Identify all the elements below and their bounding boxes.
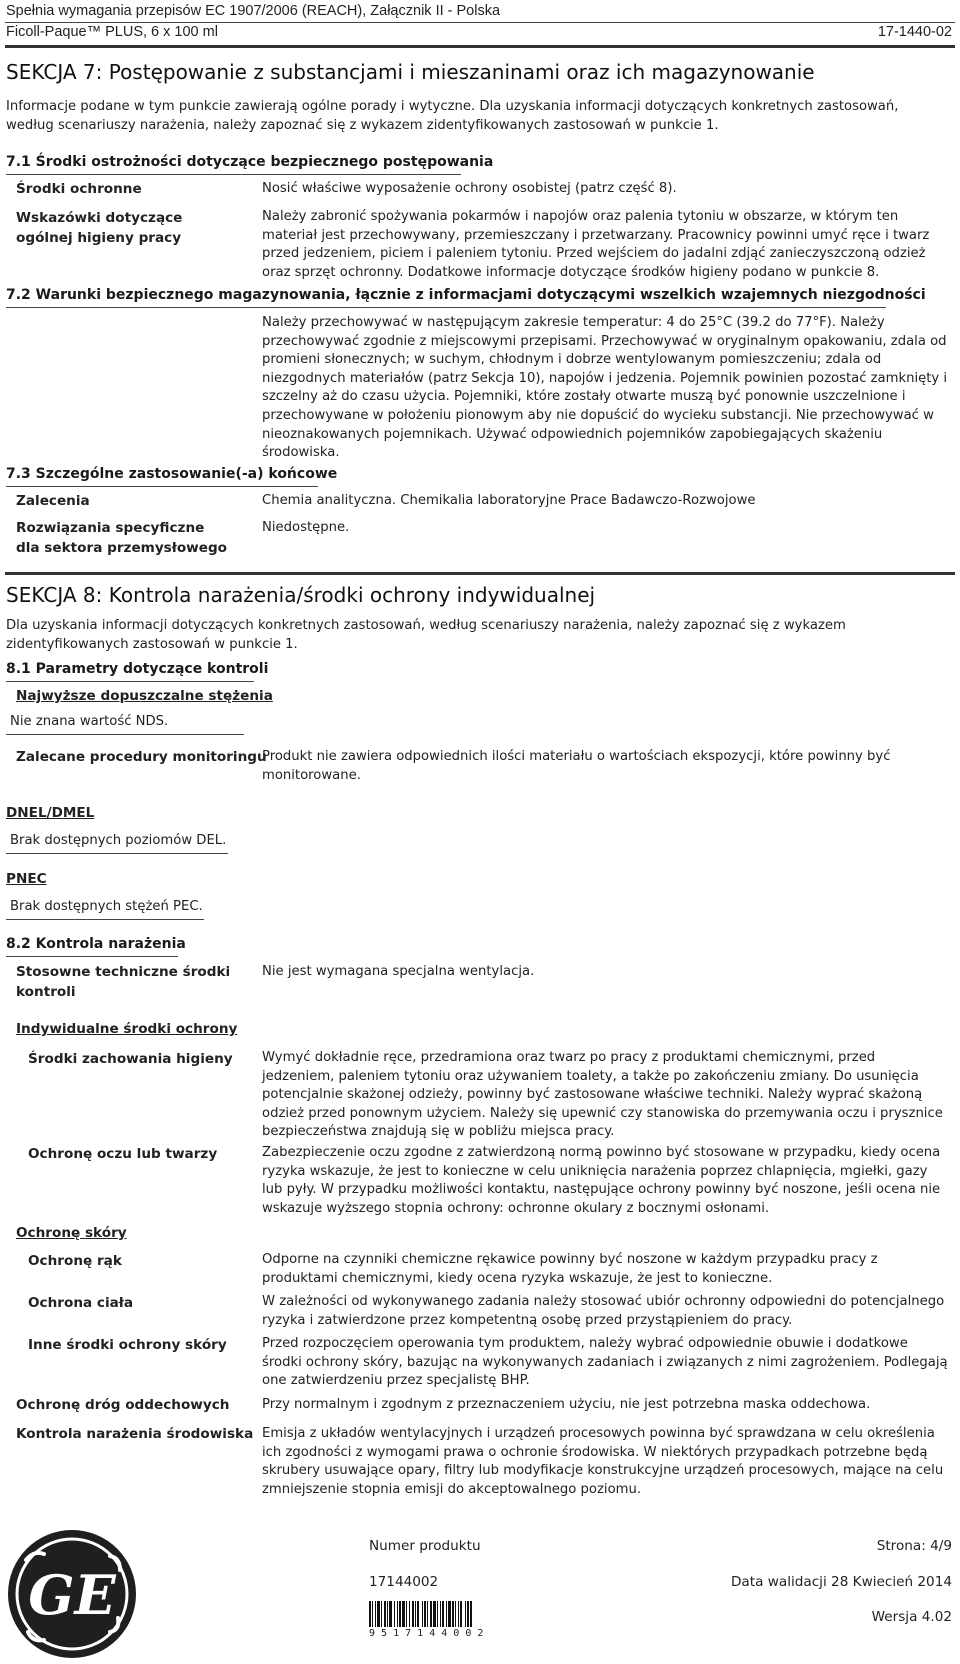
- barcode-bar: [415, 1601, 416, 1627]
- barcode-bar: [409, 1601, 410, 1627]
- oel-underline: [6, 734, 244, 735]
- barcode-bar: [424, 1601, 426, 1627]
- pnec-value: Brak dostępnych stężeń PEC.: [10, 899, 203, 914]
- dnel-label: DNEL/DMEL: [6, 805, 95, 821]
- barcode-bar: [399, 1601, 401, 1627]
- barcode-bar: [412, 1601, 414, 1627]
- eye-protection-label: Ochronę oczu lub twarzy: [28, 1146, 218, 1162]
- page-indicator: Strona: 4/9: [876, 1538, 952, 1554]
- barcode-bar: [417, 1601, 419, 1627]
- svg-text:GE: GE: [28, 1563, 116, 1627]
- heading-8-2: 8.2 Kontrola narażenia: [6, 936, 186, 952]
- barcode-bar: [433, 1601, 436, 1627]
- header-divider: [5, 22, 955, 23]
- body-protection-value: W zależności od wykonywanego zadania należy stosować ubiór ochronny odpowiedni do potencjalnego ryzyka i zatwierdzone przez kompetentną osobę przed przystąpieniem do pracy.: [262, 1294, 945, 1328]
- dnel-underline: [6, 853, 228, 854]
- section-7-intro: Informacje podane w tym punkcie zawierają ogólne porady i wytyczne. Dla uzyskania informacji dotyczących konkretnych zastosowań, według scenariuszy narażenia, należy zapoznać się z wykazem zidentyfikowanych zastosowań w punkcie 1.: [6, 99, 899, 133]
- storage-conditions-value: Należy przechowywać w następującym zakresie temperatur: 4 do 25°C (39.2 do 77°F). Należy przechowywać zgodnie z miejscowymi przepisami. Przechowywać w oryginalnym opakowaniu, zdala od promieni słonecznych; w suchym, chłodnym i dobrze wentylowanym pomieszczeniu; zdala od niezgodnych materiałów (patrz Sekcja 10), napojów i jedzenia. Pojemnik powinien pozostać zamknięty i szczelny aż do czasu użycia. Pojemniki, które zostały otwarte muszą być ponownie uszczelnione i przechowywane w położeniu pionowym aby nie dopuścić do wycieku substancji. Nie przechowywać w nieoznakowanych pojemnikach. Używać odpowiednich pojemników zapobiegających skażeniu środowiska.: [262, 315, 948, 461]
- barcode-bar: [470, 1601, 472, 1627]
- barcode-bar: [375, 1601, 376, 1627]
- barcode-bar: [377, 1601, 380, 1627]
- barcode-bar: [387, 1601, 388, 1627]
- barcode-bar: [402, 1601, 405, 1627]
- heading-8-1-underline: [6, 681, 254, 682]
- respiratory-protection-label: Ochronę dróg oddechowych: [16, 1397, 230, 1413]
- section-8-rule: [5, 572, 955, 575]
- barcode-bar: [467, 1601, 469, 1627]
- barcode-bar: [440, 1601, 441, 1627]
- dnel-value: Brak dostępnych poziomów DEL.: [10, 833, 227, 848]
- regulation-line: Spełnia wymagania przepisów EC 1907/2006 (REACH), Załącznik II - Polska: [6, 3, 501, 19]
- hygiene-advice-value: Należy zabronić spożywania pokarmów i napojów oraz palenia tytoniu w obszarze, w którym ten materiał jest przechowywany, przemieszczany i przetwarzany. Pracownicy powinni umyć ręce i twarz przed jedzeniem, piciem i paleniem tytoniu. Przed wejściem do jadalni zdjąć zanieczyszczoną odzież oraz sprzęt ochronny. Dodatkowe informacje dotyczące środków higieny podano w punkcie 8.: [262, 209, 930, 280]
- barcode-bar: [460, 1601, 462, 1627]
- recommendations-value: Chemia analityczna. Chemikalia laboratoryjne Prace Badawczo-Rozwojowe: [262, 493, 756, 508]
- barcode-bar: [369, 1601, 371, 1627]
- heading-7-2: 7.2 Warunki bezpiecznego magazynowania, łącznie z informacjami dotyczącymi wszelkich wzajemnych niezgodności: [6, 287, 926, 303]
- eye-protection-value: Zabezpieczenie oczu zgodne z zatwierdzoną normą powinno być stosowane w przypadku, kiedy ocena ryzyka wskazuje, że jest to konieczne w celu uniknięcia narażenia poprzez chlapnięcia, mgiełki, gazy lub pyły. W przypadku możliwości kontaktu, następujące ochrony powinny być noszone, jeśli ocena nie wskazuje wyższego stopnia ochrony: ochronne okulary z bocznymi osłonami.: [262, 1145, 941, 1216]
- environmental-controls-label: Kontrola narażenia środowiska: [16, 1426, 254, 1442]
- header-rule: [5, 45, 955, 48]
- engineering-controls-value: Nie jest wymagana specjalna wentylacja.: [262, 964, 535, 979]
- barcode-bar: [372, 1601, 373, 1627]
- skin-protection-label: Ochronę skóry: [16, 1225, 127, 1241]
- barcode-bar: [381, 1601, 382, 1627]
- individual-protection-label: Indywidualne środki ochrony: [16, 1021, 238, 1037]
- barcode-bar: [452, 1601, 454, 1627]
- industrial-solutions-label: Rozwiązania specyficzne dla sektora przemysłowego: [16, 520, 228, 556]
- product-code: 17-1440-02: [877, 24, 952, 40]
- protective-measures-value: Nosić właściwe wyposażenie ochrony osobistej (patrz część 8).: [262, 181, 677, 196]
- barcode-bar: [394, 1601, 395, 1627]
- monitoring-label: Zalecane procedury monitoringu: [16, 749, 267, 765]
- heading-7-1-underline: [6, 174, 461, 175]
- product-name: Ficoll-Paque™ PLUS, 6 x 100 ml: [6, 24, 218, 40]
- hygiene-measures-label: Środki zachowania higieny: [28, 1051, 233, 1067]
- barcode-bar: [465, 1601, 466, 1627]
- section-8-intro: Dla uzyskania informacji dotyczących konkretnych zastosowań, według scenariuszy narażenia, należy zapoznać się z wykazem zidentyfikowanych zastosowań w punkcie 1.: [6, 618, 846, 652]
- hand-protection-label: Ochronę rąk: [28, 1253, 122, 1269]
- heading-8-1: 8.1 Parametry dotyczące kontroli: [6, 661, 269, 677]
- hygiene-advice-label: Wskazówki dotyczące ogólnej higieny pracy: [16, 210, 183, 246]
- hygiene-measures-value: Wymyć dokładnie ręce, przedramiona oraz twarz po pracy z produktami chemicznymi, przed jedzeniem, paleniem tytoniu oraz używaniem toalety, a także po zakończeniu zmiany. Do usunięcia potencjalnie skażonej odzieży, powinny być zastosowane właściwe techniki. Należy wyprać skażoną odzież przed ponownym użyciem. Należy się upewnić czy stanowiska do przemywania oczu i prysznice bezpieczeństwa znajdują się w pobliżu miejsca pracy.: [262, 1050, 943, 1140]
- oel-label: Najwyższe dopuszczalne stężenia: [16, 688, 273, 704]
- barcode-bar: [406, 1601, 407, 1627]
- engineering-controls-label: Stosowne techniczne środki kontroli: [16, 964, 231, 1000]
- barcode-bar: [455, 1601, 456, 1627]
- version: Wersja 4.02: [871, 1609, 952, 1625]
- heading-7-1: 7.1 Środki ostrożności dotyczące bezpiecznego postępowania: [6, 154, 494, 170]
- barcode-bar: [437, 1601, 438, 1627]
- validation-date: Data walidacji 28 Kwiecień 2014: [730, 1574, 952, 1590]
- product-number: 17144002: [369, 1574, 439, 1590]
- oel-value: Nie znana wartość NDS.: [10, 714, 169, 729]
- barcode-bar: [446, 1601, 447, 1627]
- barcode-bar: [384, 1601, 386, 1627]
- respiratory-protection-value: Przy normalnym i zgodnym z przeznaczeniem użyciu, nie jest potrzebna maska oddechowa.: [262, 1397, 871, 1412]
- ge-logo: [6, 1528, 138, 1660]
- barcode-bar: [442, 1601, 444, 1627]
- pnec-label: PNEC: [6, 871, 47, 887]
- heading-8-2-underline: [6, 956, 178, 957]
- product-number-label: Numer produktu: [369, 1538, 481, 1554]
- section-8-title: SEKCJA 8: Kontrola narażenia/środki ochrony indywidualnej: [6, 583, 596, 607]
- protective-measures-label: Środki ochronne: [16, 181, 142, 197]
- other-skin-protection-value: Przed rozpoczęciem operowania tym produktem, należy wybrać odpowiednie obuwie i dodatkowe środki ochrony skóry, bazując na wykonywanych zadaniach i związanych z nimi zagrożeniem. Podlegają one zatwierdzeniu przez specjalistę BHP.: [262, 1336, 948, 1389]
- recommendations-label: Zalecenia: [16, 493, 90, 509]
- heading-7-3-underline: [6, 486, 318, 487]
- pnec-underline: [6, 919, 204, 920]
- barcode-digits: 9 5 1 7 1 4 4 0 0 2: [369, 1628, 484, 1639]
- body-protection-label: Ochrona ciała: [28, 1295, 134, 1311]
- barcode-bar: [427, 1601, 428, 1627]
- heading-7-2-underline: [6, 307, 886, 308]
- barcode-bar: [458, 1601, 459, 1627]
- barcode-bar: [397, 1601, 398, 1627]
- heading-7-3: 7.3 Szczególne zastosowanie(-a) końcowe: [6, 466, 338, 482]
- other-skin-protection-label: Inne środki ochrony skóry: [28, 1337, 227, 1353]
- barcode-bar: [430, 1601, 432, 1627]
- barcode-bar: [448, 1601, 451, 1627]
- environmental-controls-value: Emisja z układów wentylacyjnych i urządzeń procesowych powinna być sprawdzana w celu określenia ich zgodności z wymogami prawa o ochronie środowiska. W niektórych przypadkach potrzebne będą skrubery usuwające opary, filtry lub modyfikacje konstrukcyjne urządzeń procesowych, mające na celu zmniejszenie stopnia emisji do akceptowalnego poziomu.: [262, 1426, 944, 1497]
- barcode-bar: [389, 1601, 392, 1627]
- barcode-bar: [422, 1601, 423, 1627]
- industrial-solutions-value: Niedostępne.: [262, 520, 350, 535]
- section-7-title: SEKCJA 7: Postępowanie z substancjami i mieszaninami oraz ich magazynowanie: [6, 60, 815, 84]
- hand-protection-value: Odporne na czynniki chemiczne rękawice powinny być noszone w każdym przypadku pracy z produktami chemicznymi, kiedy ocena ryzyka wskazuje, że jest to konieczne.: [262, 1252, 878, 1286]
- monitoring-value: Produkt nie zawiera odpowiednich ilości materiału o wartościach ekspozycji, które powinny być monitorowane.: [262, 749, 891, 783]
